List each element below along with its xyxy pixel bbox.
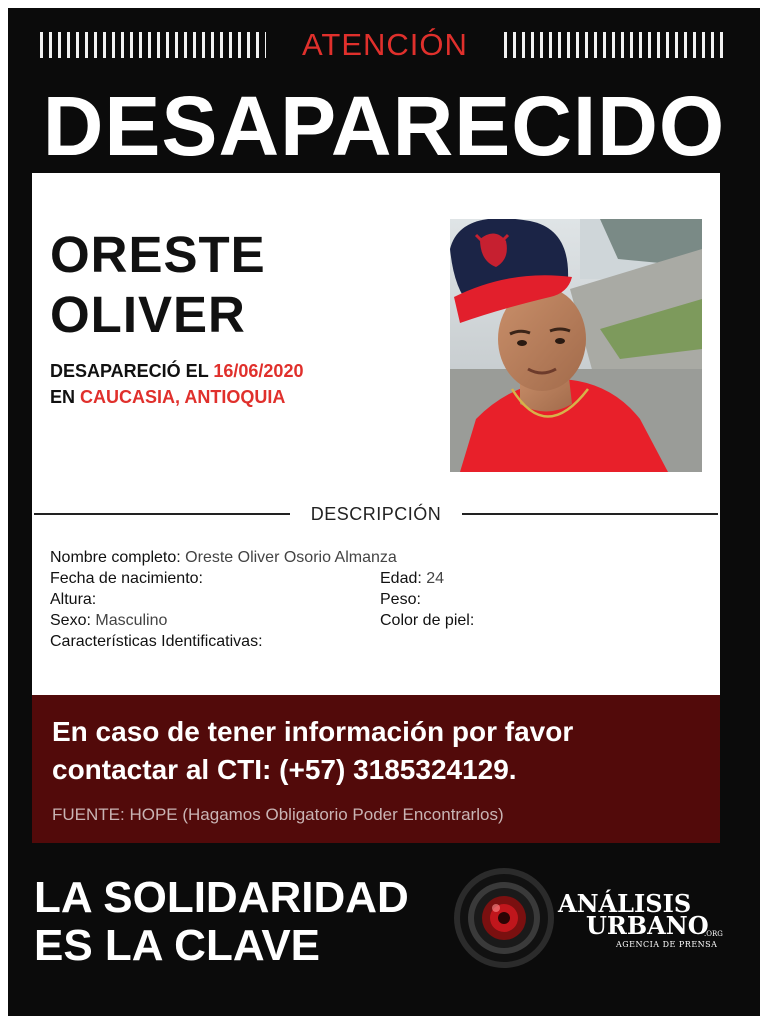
- description-title: DESCRIPCIÓN: [310, 504, 442, 524]
- age-label: Edad:: [380, 570, 422, 587]
- slogan: [34, 874, 434, 970]
- missing-date-line: [50, 358, 450, 384]
- poster-title: DESAPARECIDO: [42, 79, 726, 173]
- full-name-value: Oreste Oliver Osorio Almanza: [180, 549, 397, 566]
- logo-subtitle: AGENCIA DE PRENSA: [616, 940, 718, 949]
- contact-line2: contactar al CTI: (+57) 3185324129.: [52, 754, 517, 785]
- sex-label: Sexo:: [50, 612, 91, 629]
- decorative-stripes-right: [504, 32, 728, 58]
- field-full-name: [50, 547, 397, 568]
- person-photo: [450, 219, 702, 472]
- person-name-line2: OLIVER: [50, 286, 246, 343]
- skin-color-label: Color de piel:: [380, 612, 475, 629]
- description-divider-right: [462, 513, 718, 515]
- field-birth-date: [50, 568, 203, 589]
- sex-value: Masculino: [90, 612, 168, 629]
- contact-line1: En caso de tener información por favor: [52, 716, 574, 747]
- contact-box: [32, 695, 720, 843]
- weight-label: Peso:: [380, 591, 421, 608]
- attention-label: ATENCIÓN: [302, 27, 468, 62]
- field-weight: [380, 589, 421, 610]
- logo-word-analisis: ANÁLISIS: [558, 889, 692, 918]
- height-label: Altura:: [50, 591, 97, 608]
- full-name-label: Nombre completo:: [50, 549, 181, 566]
- field-skin-color: [380, 610, 474, 631]
- birth-date-label: Fecha de nacimiento:: [50, 570, 203, 587]
- field-identifying-features: [50, 631, 263, 652]
- info-card: [32, 173, 720, 695]
- field-sex: [50, 610, 167, 631]
- contact-text: [52, 713, 712, 789]
- decorative-stripes-left: [40, 32, 266, 58]
- analisis-urbano-logo: [558, 890, 736, 960]
- description-divider-left: [34, 513, 290, 515]
- camera-lens-logo-icon: [452, 866, 556, 970]
- person-name-line1: ORESTE: [50, 226, 266, 283]
- age-value: 24: [421, 570, 445, 587]
- logo-word-urbano: URBANO: [586, 911, 709, 940]
- missing-date-prefix: DESAPARECIÓ EL: [50, 361, 214, 381]
- person-name: [50, 225, 440, 345]
- missing-location: CAUCASIA, ANTIOQUIA: [80, 387, 286, 407]
- missing-location-line: [50, 384, 450, 410]
- field-age: [380, 568, 444, 589]
- identifying-features-label: Características Identificativas:: [50, 633, 263, 650]
- header-row: [8, 22, 760, 68]
- missing-location-prefix: EN: [50, 387, 81, 407]
- slogan-line2: ES LA CLAVE: [34, 921, 321, 970]
- slogan-line1: LA SOLIDARIDAD: [34, 873, 409, 922]
- source-note: FUENTE: HOPE (Hagamos Obligatorio Poder Encontrarlos): [52, 805, 504, 824]
- missing-date: 16/06/2020: [213, 361, 304, 381]
- field-height: [50, 589, 96, 610]
- logo-org: .ORG: [704, 930, 723, 938]
